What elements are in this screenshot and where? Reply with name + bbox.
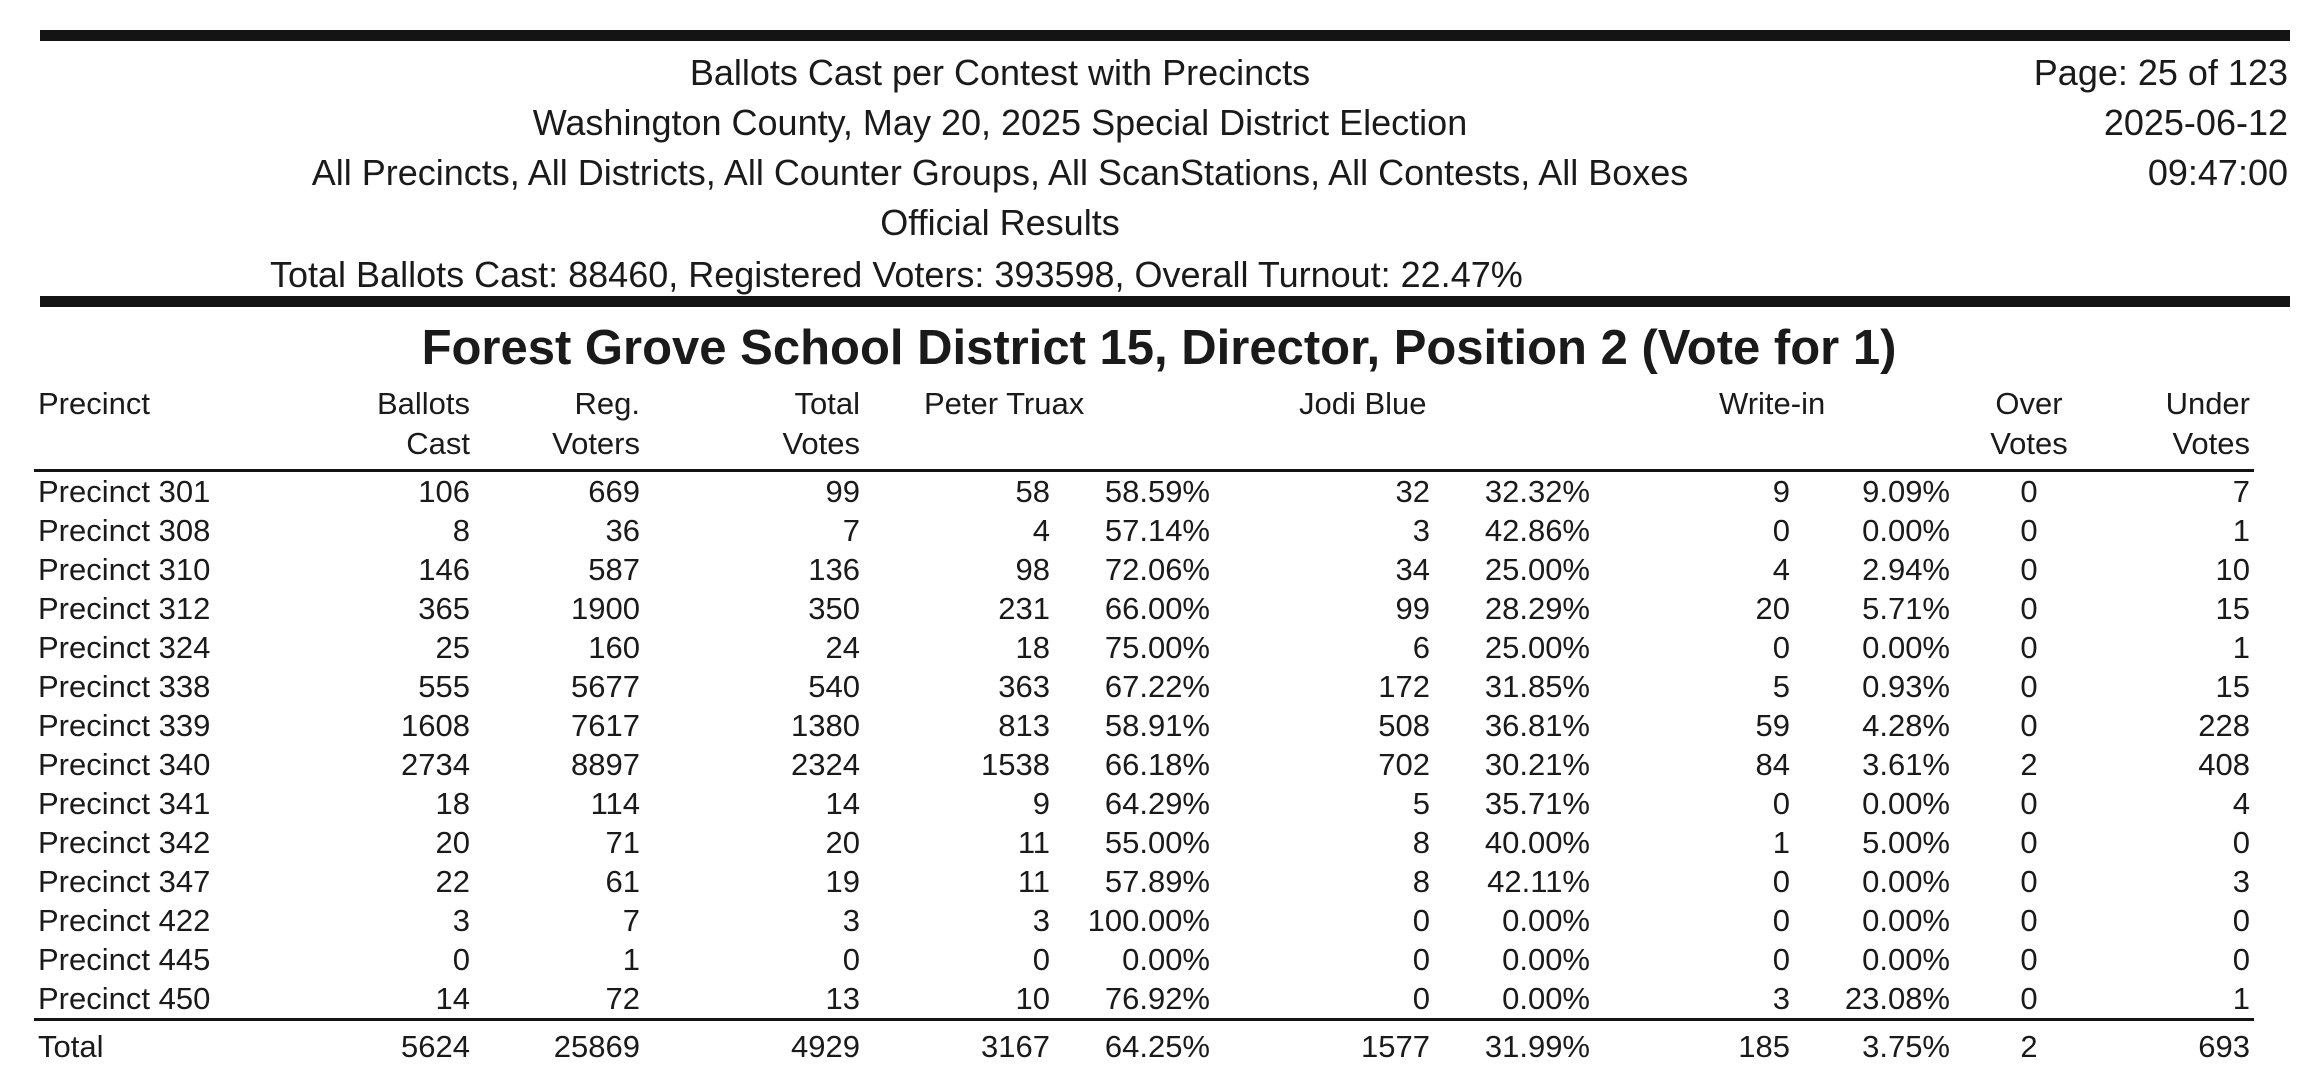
cell-over-votes: 0	[2020, 551, 2038, 587]
cell-under-votes: 0	[2232, 941, 2250, 977]
cell-writein-pct: 9.09%	[1862, 473, 1950, 509]
cell-reg-voters: 1900	[571, 590, 640, 626]
cell-blue-pct: 25.00%	[1484, 629, 1590, 665]
cell-precinct: Precinct 312	[38, 590, 211, 626]
cell-blue-pct: 42.86%	[1484, 512, 1590, 548]
cell-writein-votes: 0	[1772, 902, 1790, 938]
cell-ballots-cast: 146	[418, 551, 470, 587]
cell-over-votes: 0	[2020, 668, 2038, 704]
cell-reg-voters: 5677	[571, 668, 640, 704]
total-cell-ballots-cast: 5624	[401, 1028, 470, 1064]
cell-blue-votes: 0	[1412, 941, 1430, 977]
cell-blue-pct: 30.21%	[1484, 746, 1590, 782]
cell-under-votes: 1	[2232, 980, 2250, 1016]
cell-total-votes: 540	[808, 668, 860, 704]
cell-writein-votes: 0	[1772, 785, 1790, 821]
cell-blue-pct: 36.81%	[1484, 707, 1590, 743]
cell-writein-pct: 0.00%	[1862, 629, 1950, 665]
cell-truax-votes: 1538	[981, 746, 1050, 782]
cell-ballots-cast: 0	[452, 941, 470, 977]
cell-reg-voters: 587	[588, 551, 640, 587]
table-row	[34, 784, 2254, 823]
cell-writein-pct: 3.61%	[1862, 746, 1950, 782]
cell-ballots-cast: 1608	[401, 707, 470, 743]
cell-blue-votes: 8	[1412, 863, 1430, 899]
cell-reg-voters: 71	[605, 824, 640, 860]
total-cell-writein-pct: 3.75%	[1862, 1028, 1950, 1064]
cell-writein-votes: 3	[1772, 980, 1790, 1016]
cell-over-votes: 0	[2020, 512, 2038, 548]
table-row	[34, 706, 2254, 745]
header-row	[34, 384, 2254, 470]
table-row	[34, 940, 2254, 979]
cell-precinct: Precinct 324	[38, 629, 211, 665]
table-row	[34, 979, 2254, 1020]
cell-ballots-cast: 555	[418, 668, 470, 704]
cell-total-votes: 14	[825, 785, 860, 821]
cell-total-votes: 99	[825, 473, 860, 509]
cell-under-votes: 0	[2232, 902, 2250, 938]
table-row	[34, 550, 2254, 589]
total-cell-blue-votes: 1577	[1361, 1028, 1430, 1064]
results-table	[34, 384, 2254, 1066]
cell-precinct: Precinct 340	[38, 746, 211, 782]
cell-truax-votes: 0	[1032, 941, 1050, 977]
cell-writein-votes: 1	[1772, 824, 1790, 860]
total-cell-blue-pct: 31.99%	[1484, 1028, 1590, 1064]
cell-total-votes: 20	[825, 824, 860, 860]
cell-reg-voters: 1	[622, 941, 640, 977]
cell-under-votes: 3	[2232, 863, 2250, 899]
cell-precinct: Precinct 308	[38, 512, 211, 548]
cell-truax-pct: 58.91%	[1104, 707, 1210, 743]
cell-writein-pct: 23.08%	[1844, 980, 1950, 1016]
cell-over-votes: 0	[2020, 824, 2038, 860]
cell-reg-voters: 114	[590, 785, 640, 821]
col-candidate-blue: Jodi Blue	[1299, 386, 1427, 421]
cell-ballots-cast: 18	[435, 785, 470, 821]
cell-truax-votes: 3	[1032, 902, 1050, 938]
cell-over-votes: 0	[2020, 707, 2038, 743]
cell-blue-pct: 0.00%	[1502, 902, 1590, 938]
table-row	[34, 823, 2254, 862]
cell-ballots-cast: 365	[418, 590, 470, 626]
cell-total-votes: 19	[825, 863, 860, 899]
cell-ballots-cast: 22	[435, 863, 470, 899]
cell-writein-pct: 0.93%	[1862, 668, 1950, 704]
cell-truax-pct: 57.14%	[1104, 512, 1210, 548]
cell-blue-pct: 31.85%	[1484, 668, 1590, 704]
header-bottom-rule	[40, 296, 2290, 307]
total-cell-reg-voters: 25869	[553, 1028, 640, 1064]
table-row	[34, 862, 2254, 901]
cell-over-votes: 0	[2020, 902, 2038, 938]
cell-under-votes: 0	[2232, 824, 2250, 860]
cell-total-votes: 2324	[791, 746, 860, 782]
results-status: Official Results	[880, 202, 1120, 243]
cell-writein-pct: 4.28%	[1862, 707, 1950, 743]
cell-truax-votes: 11	[1017, 824, 1050, 860]
table-row	[34, 589, 2254, 628]
table-row	[34, 470, 2254, 511]
cell-writein-votes: 84	[1755, 746, 1790, 782]
top-rule	[40, 30, 2290, 41]
total-cell-writein-votes: 185	[1738, 1028, 1790, 1064]
contest-title: Forest Grove School District 15, Director, Position 2 (Vote for 1)	[421, 321, 1897, 375]
cell-blue-pct: 32.32%	[1484, 473, 1590, 509]
cell-reg-voters: 669	[588, 473, 640, 509]
cell-blue-votes: 5	[1412, 785, 1430, 821]
col-under-votes: Under Votes	[2165, 386, 2250, 461]
cell-truax-votes: 4	[1032, 512, 1050, 548]
cell-blue-pct: 35.71%	[1484, 785, 1590, 821]
cell-total-votes: 13	[825, 980, 860, 1016]
cell-writein-votes: 0	[1772, 512, 1790, 548]
col-precinct: Precinct	[38, 386, 150, 421]
cell-truax-votes: 363	[998, 668, 1050, 704]
cell-writein-pct: 0.00%	[1862, 512, 1950, 548]
cell-truax-pct: 67.22%	[1104, 668, 1210, 704]
cell-blue-votes: 702	[1378, 746, 1430, 782]
cell-reg-voters: 160	[588, 629, 640, 665]
cell-blue-pct: 0.00%	[1502, 980, 1590, 1016]
col-over-votes: Over Votes	[1990, 386, 2068, 461]
cell-truax-votes: 98	[1015, 551, 1050, 587]
cell-over-votes: 0	[2020, 941, 2038, 977]
total-cell-over-votes: 2	[2020, 1028, 2038, 1064]
cell-writein-pct: 0.00%	[1862, 902, 1950, 938]
total-row	[34, 1019, 2254, 1066]
cell-total-votes: 3	[842, 902, 860, 938]
cell-blue-votes: 99	[1395, 590, 1430, 626]
cell-truax-pct: 57.89%	[1104, 863, 1210, 899]
table-row	[34, 745, 2254, 784]
cell-writein-votes: 0	[1772, 629, 1790, 665]
cell-over-votes: 2	[2020, 746, 2038, 782]
cell-writein-votes: 20	[1755, 590, 1790, 626]
cell-over-votes: 0	[2020, 590, 2038, 626]
cell-under-votes: 1	[2232, 629, 2250, 665]
report-date: 2025-06-12	[2103, 102, 2288, 143]
cell-reg-voters: 72	[605, 980, 640, 1016]
total-cell-under-votes: 693	[2198, 1028, 2250, 1064]
cell-reg-voters: 8897	[571, 746, 640, 782]
col-reg-voters: Reg. Voters	[552, 386, 640, 461]
cell-reg-voters: 7	[622, 902, 640, 938]
cell-under-votes: 228	[2198, 707, 2250, 743]
cell-writein-pct: 5.00%	[1862, 824, 1950, 860]
cell-over-votes: 0	[2020, 863, 2038, 899]
cell-truax-pct: 64.29%	[1104, 785, 1210, 821]
page-number: Page: 25 of 123	[2033, 52, 2288, 93]
cell-ballots-cast: 3	[452, 902, 470, 938]
col-write-in: Write-in	[1719, 386, 1826, 421]
cell-writein-pct: 5.71%	[1862, 590, 1950, 626]
cell-truax-votes: 813	[998, 707, 1050, 743]
cell-writein-votes: 5	[1772, 668, 1790, 704]
cell-truax-pct: 55.00%	[1104, 824, 1210, 860]
turnout-summary: Total Ballots Cast: 88460, Registered Voters: 393598, Overall Turnout: 22.47%	[270, 254, 1523, 295]
table-row	[34, 667, 2254, 706]
cell-under-votes: 15	[2215, 668, 2250, 704]
cell-precinct: Precinct 301	[38, 473, 211, 509]
cell-over-votes: 0	[2020, 785, 2038, 821]
cell-blue-pct: 0.00%	[1502, 941, 1590, 977]
election-name: Washington County, May 20, 2025 Special District Election	[532, 102, 1468, 143]
cell-truax-pct: 76.92%	[1104, 980, 1210, 1016]
cell-precinct: Precinct 422	[38, 902, 211, 938]
cell-truax-pct: 72.06%	[1104, 551, 1210, 587]
cell-truax-pct: 0.00%	[1122, 941, 1210, 977]
report-header	[170, 48, 1830, 248]
cell-truax-pct: 58.59%	[1104, 473, 1210, 509]
cell-reg-voters: 36	[605, 512, 640, 548]
cell-blue-pct: 28.29%	[1484, 590, 1590, 626]
col-candidate-truax: Peter Truax	[924, 386, 1085, 421]
cell-ballots-cast: 25	[435, 629, 470, 665]
total-cell-truax-pct: 64.25%	[1104, 1028, 1210, 1064]
cell-truax-pct: 66.00%	[1104, 590, 1210, 626]
cell-under-votes: 15	[2215, 590, 2250, 626]
col-ballots-cast: Ballots Cast	[376, 386, 470, 461]
total-cell-precinct: Total	[38, 1028, 104, 1064]
cell-over-votes: 0	[2020, 980, 2038, 1016]
cell-total-votes: 136	[808, 551, 860, 587]
cell-writein-votes: 9	[1772, 473, 1790, 509]
cell-over-votes: 0	[2020, 473, 2038, 509]
total-cell-truax-votes: 3167	[981, 1028, 1050, 1064]
cell-truax-votes: 231	[998, 590, 1050, 626]
cell-blue-votes: 508	[1378, 707, 1430, 743]
cell-precinct: Precinct 347	[38, 863, 211, 899]
table-row	[34, 511, 2254, 550]
cell-blue-votes: 34	[1395, 551, 1430, 587]
cell-over-votes: 0	[2020, 629, 2038, 665]
report-title: Ballots Cast per Contest with Precincts	[689, 52, 1311, 93]
cell-ballots-cast: 14	[435, 980, 470, 1016]
cell-writein-pct: 0.00%	[1862, 941, 1950, 977]
table-row	[34, 628, 2254, 667]
cell-writein-pct: 0.00%	[1862, 785, 1950, 821]
cell-truax-pct: 66.18%	[1104, 746, 1210, 782]
cell-truax-pct: 100.00%	[1087, 902, 1210, 938]
cell-writein-pct: 2.94%	[1862, 551, 1950, 587]
cell-blue-votes: 8	[1412, 824, 1430, 860]
cell-truax-pct: 75.00%	[1104, 629, 1210, 665]
cell-blue-votes: 3	[1412, 512, 1430, 548]
cell-ballots-cast: 20	[435, 824, 470, 860]
cell-precinct: Precinct 310	[38, 551, 211, 587]
cell-truax-votes: 9	[1032, 785, 1050, 821]
cell-truax-votes: 58	[1015, 473, 1050, 509]
cell-total-votes: 350	[808, 590, 860, 626]
cell-precinct: Precinct 338	[38, 668, 211, 704]
cell-ballots-cast: 2734	[401, 746, 470, 782]
cell-blue-votes: 172	[1378, 668, 1430, 704]
cell-reg-voters: 7617	[571, 707, 640, 743]
cell-blue-votes: 0	[1412, 980, 1430, 1016]
report-meta	[2034, 48, 2288, 198]
total-cell-total-votes: 4929	[791, 1028, 860, 1064]
cell-ballots-cast: 106	[418, 473, 470, 509]
cell-blue-pct: 40.00%	[1484, 824, 1590, 860]
cell-total-votes: 7	[842, 512, 860, 548]
report-filters: All Precincts, All Districts, All Counter Groups, All ScanStations, All Contests, All Boxes	[311, 152, 1689, 193]
cell-blue-pct: 42.11%	[1487, 863, 1590, 899]
cell-writein-votes: 4	[1772, 551, 1790, 587]
cell-blue-votes: 32	[1395, 473, 1430, 509]
cell-under-votes: 10	[2215, 551, 2250, 587]
cell-blue-pct: 25.00%	[1484, 551, 1590, 587]
cell-precinct: Precinct 445	[38, 941, 211, 977]
cell-under-votes: 7	[2232, 473, 2250, 509]
cell-precinct: Precinct 339	[38, 707, 211, 743]
cell-under-votes: 1	[2232, 512, 2250, 548]
cell-writein-votes: 0	[1772, 863, 1790, 899]
cell-blue-votes: 6	[1412, 629, 1430, 665]
report-time: 09:47:00	[2147, 152, 2288, 193]
cell-total-votes: 24	[825, 629, 860, 665]
cell-writein-votes: 0	[1772, 941, 1790, 977]
cell-under-votes: 408	[2198, 746, 2250, 782]
cell-ballots-cast: 8	[452, 512, 470, 548]
cell-reg-voters: 61	[605, 863, 640, 899]
cell-truax-votes: 10	[1015, 980, 1050, 1016]
cell-blue-votes: 0	[1412, 902, 1430, 938]
col-total-votes: Total Votes	[782, 386, 860, 461]
cell-truax-votes: 11	[1017, 863, 1050, 899]
cell-precinct: Precinct 342	[38, 824, 211, 860]
cell-total-votes: 0	[842, 941, 860, 977]
cell-precinct: Precinct 341	[38, 785, 211, 821]
cell-truax-votes: 18	[1015, 629, 1050, 665]
cell-precinct: Precinct 450	[38, 980, 211, 1016]
table-row	[34, 901, 2254, 940]
cell-total-votes: 1380	[791, 707, 860, 743]
cell-writein-votes: 59	[1755, 707, 1790, 743]
cell-writein-pct: 0.00%	[1862, 863, 1950, 899]
cell-under-votes: 4	[2232, 785, 2250, 821]
